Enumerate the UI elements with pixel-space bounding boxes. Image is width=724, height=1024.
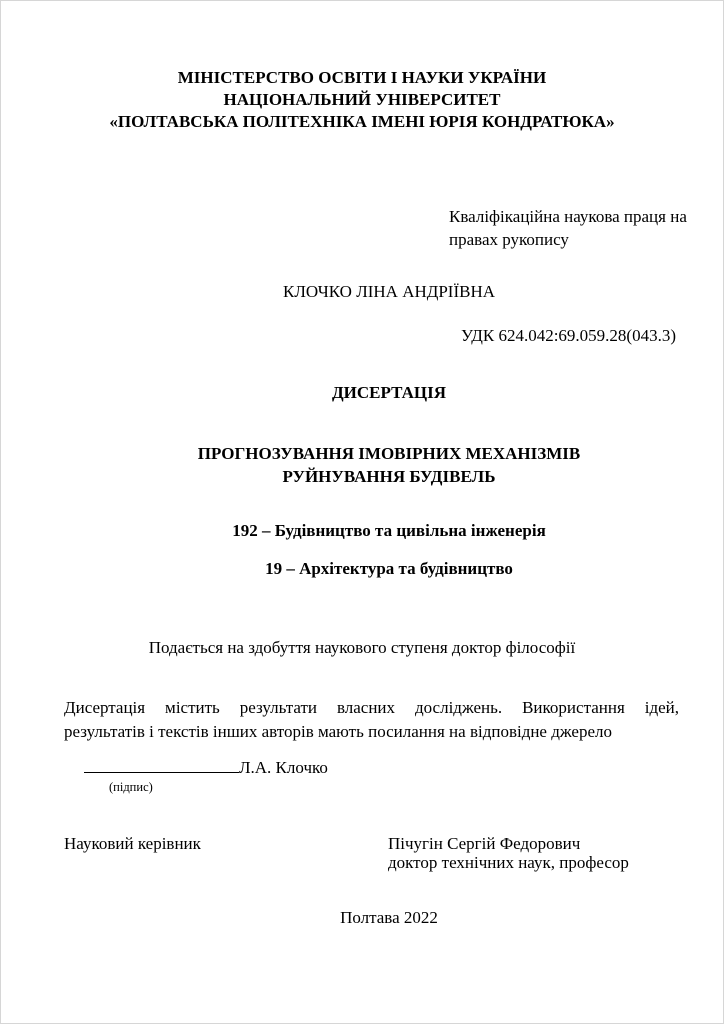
signature-blank-line: [84, 758, 239, 773]
declaration-line-2: результатів і текстів інших авторів мають посилання на відповідне джерело: [64, 722, 612, 741]
title-line-2: РУЙНУВАННЯ БУДІВЕЛЬ: [282, 467, 496, 486]
signature-caption: (підпис): [109, 780, 153, 794]
knowledge-field: 19 – Архітектура та будівництво: [265, 559, 513, 578]
supervisor-degree: доктор технічних наук, професор: [388, 853, 629, 872]
city-year: Полтава 2022: [340, 908, 438, 927]
declaration-line-1: Дисертація містить результати власних досліджень. Використання ідей,: [64, 698, 679, 717]
ministry-university-header: [1, 67, 723, 133]
university-line: НАЦІОНАЛЬНИЙ УНІВЕРСИТЕТ: [223, 90, 501, 109]
supervisor-name: Пічугін Сергій Федорович: [388, 834, 581, 853]
manuscript-note-line-2: правах рукопису: [449, 230, 569, 249]
supervisor-info: [388, 834, 629, 872]
supervisor-label: Науковий керівник: [64, 834, 201, 853]
specialty-code: 192 – Будівництво та цивільна інженерія: [232, 521, 546, 540]
title-line-1: ПРОГНОЗУВАННЯ ІМОВІРНИХ МЕХАНІЗМІВ: [197, 444, 581, 463]
ministry-line: МІНІСТЕРСТВО ОСВІТИ І НАУКИ УКРАЇНИ: [177, 68, 547, 87]
udc-code: УДК 624.042:69.059.28(043.3): [460, 326, 676, 345]
manuscript-rights-note: [449, 205, 687, 251]
author-name: КЛОЧКО ЛІНА АНДРІЇВНА: [282, 282, 496, 301]
manuscript-note-line-1: Кваліфікаційна наукова праця на: [449, 207, 687, 226]
dissertation-title: [1, 442, 723, 488]
submission-note: Подається на здобуття наукового ступеня доктор філософії: [148, 638, 576, 657]
document-type: ДИСЕРТАЦІЯ: [331, 383, 446, 402]
university-name-line: «ПОЛТАВСЬКА ПОЛІТЕХНІКА ІМЕНІ ЮРІЯ КОНДРАТЮКА»: [109, 112, 615, 131]
signature-name: Л.А. Клочко: [239, 758, 328, 777]
signature-row: [84, 758, 328, 778]
originality-declaration: [64, 696, 679, 744]
